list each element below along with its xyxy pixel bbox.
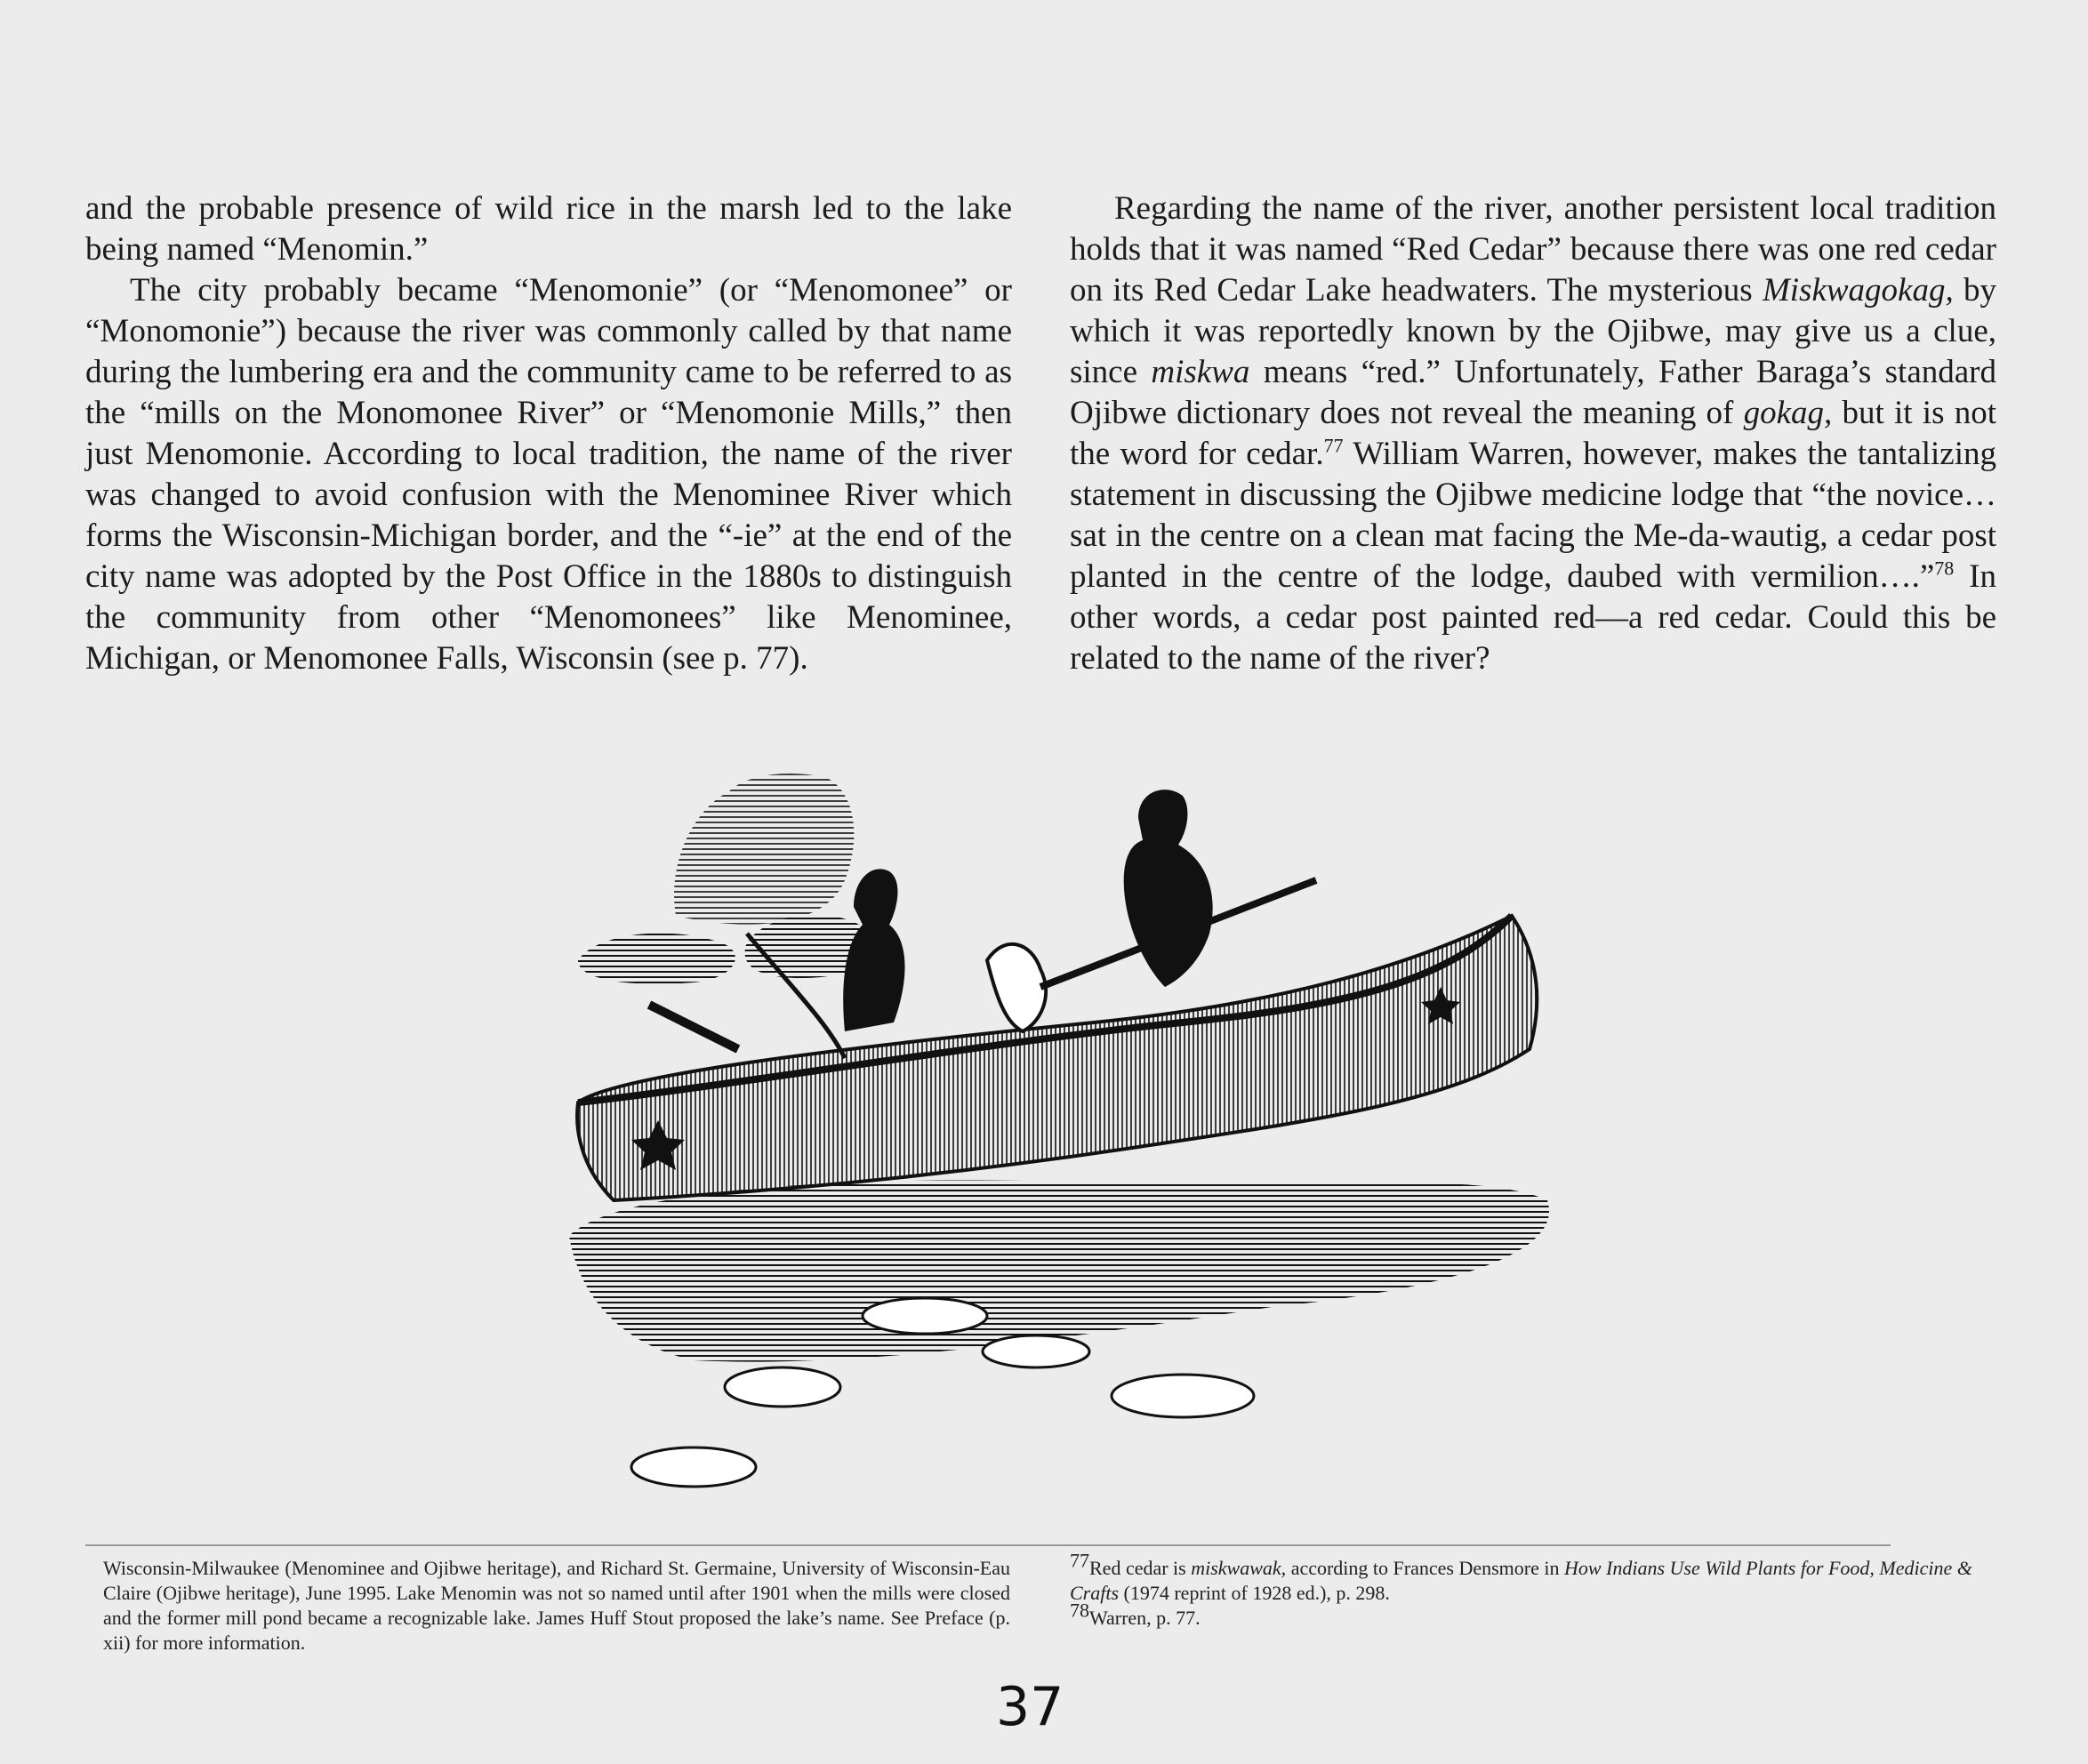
left-paragraph-2: The city probably became “Menomonie” (or “Menomonee” or “Monomonie”) because the river was commonly called by that name during the lumbering era and the community came to be referred to as the “mills on the Monomonee River” or “Menomonie Mills,” then just Menomonie. According to local tradition, the name of the river was changed to avoid confusion with the Menominee River which forms the Wisconsin-Michigan border, and the “-ie” at the end of the city name was adopted by the Post Office in the 1880s to distinguish the community from other “Menomonees” like Menominee, Michigan, or Menomonee Falls, Wisconsin (see p. 77). bbox=[85, 272, 1012, 677]
dog-figure bbox=[987, 944, 1046, 1031]
right-paragraph: Regarding the name of the river, another persistent local tradition holds that it was named “Red Cedar” because there was one red cedar on its Red Cedar Lake headwaters. The mysterious Miskwagokag, by which it was reportedly known by the Ojibwe, may give us a clue, since miskwa means “red.” Unfortunately, Father Baraga’s standard Ojibwe dictionary does not reveal the meaning of gokag, but it is not the word for cedar.$^{77}$ William Warren, however, makes the tantalizing statement in discussing the Ojibwe medicine lodge that “the novice…sat in the centre on a clean mat facing the Me-da-wautig, a cedar post planted in the centre of the lodge, daubed with vermilion….”$^{78}$ In other words, a cedar post painted red—a red cedar. Could this be related to the name of the river? bbox=[1070, 190, 1997, 677]
footnote-ref-78[interactable]: 78 bbox=[1934, 557, 1955, 580]
footnote-ref-77[interactable]: 77 bbox=[1323, 434, 1344, 457]
footnote-divider bbox=[85, 1544, 1891, 1546]
footnote-77: 77Red cedar is miskwawak, according to Frances Densmore in How Indians Use Wild Plants for Food, Medicine & Crafts (1974 reprint of 1928 ed.), p. 298. bbox=[1070, 1549, 1972, 1604]
shoreline-trees bbox=[578, 774, 876, 984]
page-number: 37 bbox=[996, 1676, 1064, 1738]
left-text-column bbox=[85, 188, 1012, 679]
footnote-continuation: Wisconsin-Milwaukee (Menominee and Ojibwe heritage), and Richard St. Germaine, University of Wisconsin-Eau Claire (Ojibwe heritage), June 1995. Lake Menomin was not so named until after 1901 when the mills were closed and the former mill pond became a recognizable lake. James Huff Stout proposed the lake’s name. See Preface (p. xii) for more information. bbox=[103, 1557, 1010, 1654]
man-figure bbox=[1040, 790, 1316, 987]
footnotes-list bbox=[1070, 1549, 1995, 1631]
canoe-illustration bbox=[560, 756, 1716, 1511]
right-text-column bbox=[1070, 188, 1996, 679]
footnote-78: 78Warren, p. 77. bbox=[1070, 1599, 1201, 1629]
left-paragraph-1: and the probable presence of wild rice in the marsh led to the lake being named “Menomin.” bbox=[85, 190, 1012, 268]
water-reflection bbox=[569, 1181, 1549, 1487]
